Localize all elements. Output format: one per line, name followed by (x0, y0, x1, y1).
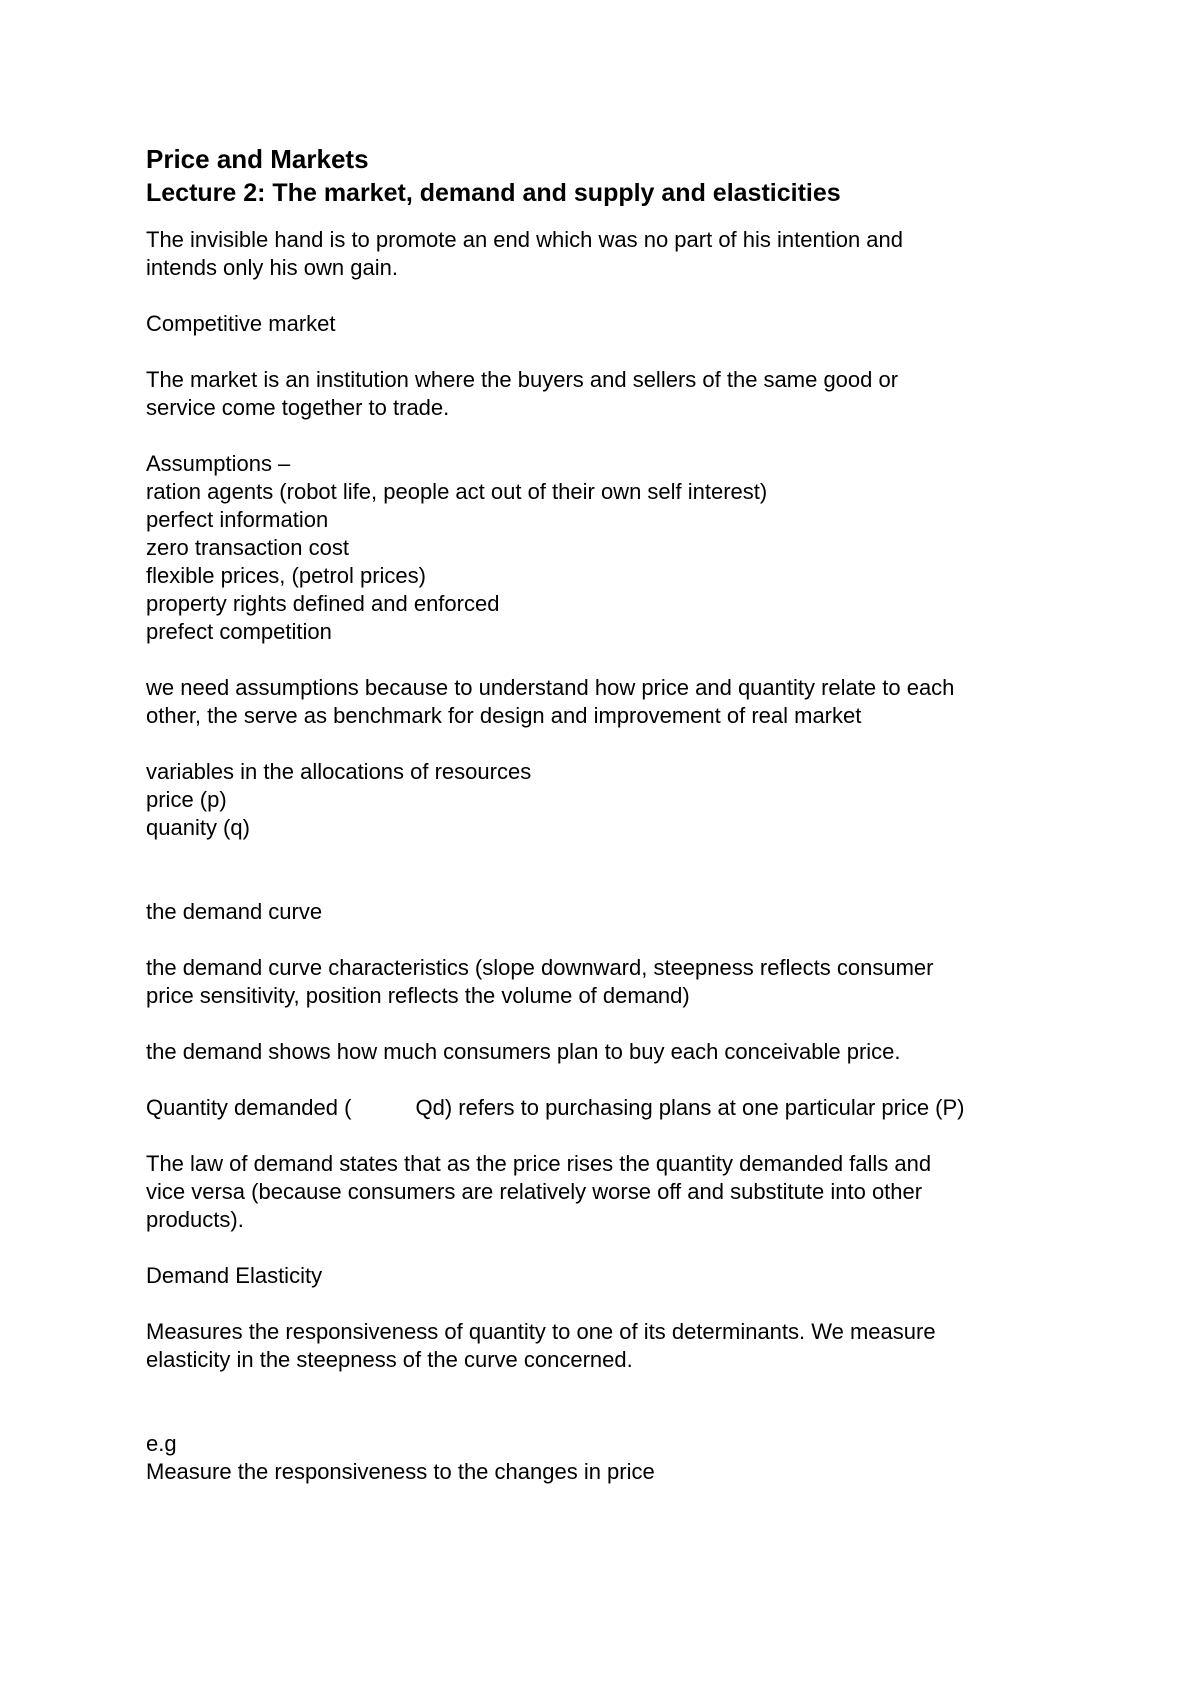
law-of-demand-line-1: The law of demand states that as the price rises the quantity demanded falls and (146, 1151, 932, 1176)
quantity-demanded-part-b: Qd) refers to purchasing plans at one particular price (P) (415, 1095, 965, 1120)
law-of-demand-line-3: products). (146, 1207, 244, 1232)
assumption-item: property rights defined and enforced (146, 591, 500, 616)
elasticity-definition-line-1: Measures the responsiveness of quantity to one of its determinants. We measure (146, 1319, 936, 1344)
document-title: Price and Markets (146, 144, 369, 174)
example-text: Measure the responsiveness to the changes in price (146, 1459, 655, 1484)
assumption-item: flexible prices, (petrol prices) (146, 563, 426, 588)
market-definition-line-2: service come together to trade. (146, 395, 450, 420)
variable-item: price (p) (146, 787, 227, 812)
competitive-market-heading: Competitive market (146, 311, 336, 336)
assumptions-heading: Assumptions – (146, 451, 291, 476)
demand-curve-characteristics-line-2: price sensitivity, position reflects the volume of demand) (146, 983, 690, 1008)
demand-curve-characteristics-line-1: the demand curve characteristics (slope downward, steepness reflects consumer (146, 955, 934, 980)
assumption-item: prefect competition (146, 619, 332, 644)
variables-heading: variables in the allocations of resources (146, 759, 532, 784)
document-subtitle: Lecture 2: The market, demand and supply and elasticities (146, 179, 841, 207)
invisible-hand-line-1: The invisible hand is to promote an end which was no part of his intention and (146, 227, 904, 252)
assumption-item: perfect information (146, 507, 329, 532)
quantity-demanded-text (146, 1094, 1106, 1122)
variable-item: quanity (q) (146, 815, 250, 840)
invisible-hand-line-2: intends only his own gain. (146, 255, 398, 280)
document-page (146, 142, 1106, 1486)
elasticity-definition-line-2: elasticity in the steepness of the curve concerned. (146, 1347, 633, 1372)
quantity-demanded-part-a: Quantity demanded ( (146, 1095, 352, 1120)
market-definition-line-1: The market is an institution where the buyers and sellers of the same good or (146, 367, 899, 392)
demand-curve-heading: the demand curve (146, 899, 323, 924)
assumption-item: ration agents (robot life, people act out of their own self interest) (146, 479, 768, 504)
example-label: e.g (146, 1431, 177, 1456)
law-of-demand-line-2: vice versa (because consumers are relatively worse off and substitute into other (146, 1179, 923, 1204)
demand-shows-text: the demand shows how much consumers plan to buy each conceivable price. (146, 1039, 901, 1064)
assumptions-reason-line-2: other, the serve as benchmark for design and improvement of real market (146, 703, 862, 728)
assumptions-reason-line-1: we need assumptions because to understand how price and quantity relate to each (146, 675, 955, 700)
demand-elasticity-heading: Demand Elasticity (146, 1263, 323, 1288)
assumption-item: zero transaction cost (146, 535, 349, 560)
